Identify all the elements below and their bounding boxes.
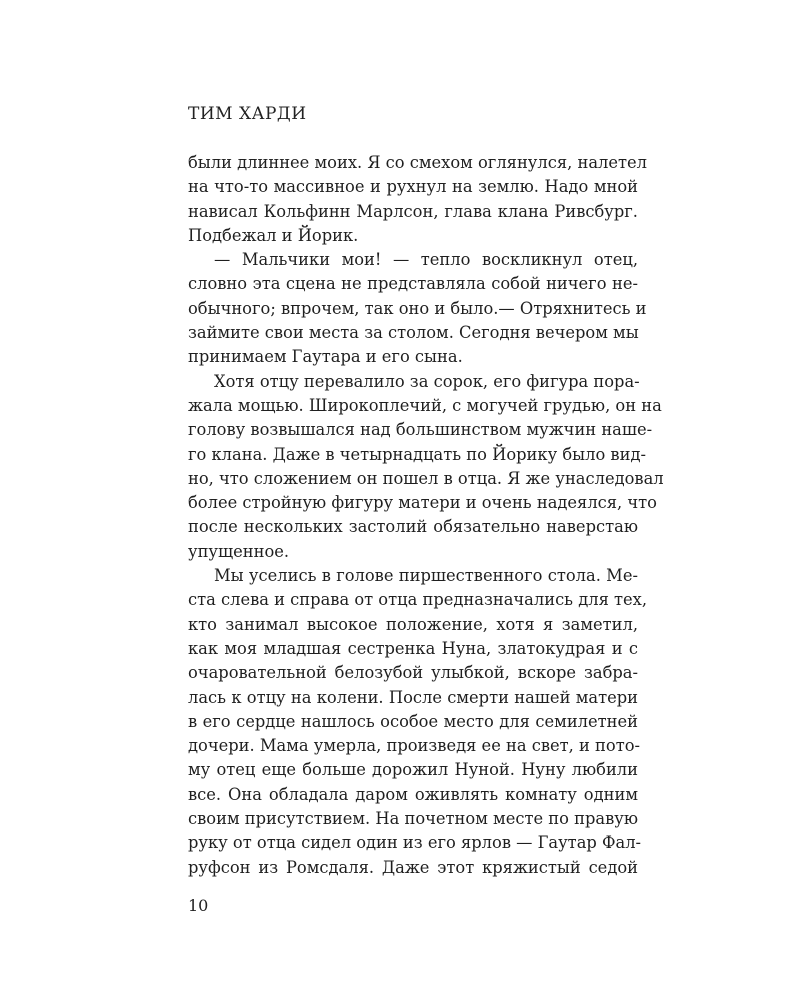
text-line: руку от отца сидел один из его ярлов — Гаутар Фал-: [188, 833, 642, 853]
text-line: Мы уселись в голове пиршественного стола. Ме-: [214, 566, 638, 586]
text-line: все. Она обладала даром оживлять комнату одним: [188, 784, 638, 804]
text-line: дочери. Мама умерла, произведя ее на свет, и пото-: [188, 736, 641, 756]
text-line: Подбежал и Йорик.: [188, 225, 359, 245]
text-line: после нескольких застолий обязательно наверстаю: [188, 517, 638, 537]
text-line: упущенное.: [188, 541, 290, 561]
paragraph: [188, 151, 647, 248]
text-line: му отец еще больше дорожил Нуной. Нуну любили: [188, 760, 638, 780]
text-line: — Мальчики мои! — тепло воскликнул отец,: [214, 250, 638, 270]
text-line: кто занимал высокое положение, хотя я заметил,: [188, 614, 638, 634]
text-line: принимаем Гаутара и его сына.: [188, 347, 463, 367]
text-line: своим присутствием. На почетном месте по правую: [188, 809, 639, 829]
text-line: го клана. Даже в четырнадцать по Йорику было вид-: [188, 444, 646, 464]
text-line: обычного; впрочем, так оно и было.— Отряхнитесь и: [188, 298, 647, 318]
text-line: голову возвышался над большинством мужчин наше-: [188, 420, 653, 440]
text-line: лась к отцу на колени. После смерти нашей матери: [188, 687, 638, 707]
text-line: руфсон из Ромсдаля. Даже этот кряжистый седой: [188, 857, 638, 877]
paragraph: [188, 564, 648, 880]
text-line: в его сердце нашлось особое место для семилетней: [188, 711, 638, 731]
text-line: как моя младшая сестренка Нуна, златокудрая и с: [188, 638, 638, 658]
body-text: [188, 151, 664, 880]
paragraph: [188, 248, 647, 369]
page-number: 10: [188, 896, 209, 915]
text-line: но, что сложением он пошел в отца. Я же унаследовал: [188, 468, 664, 488]
text-line: словно эта сцена не представляла собой ничего не-: [188, 274, 638, 294]
text-line: на что-то массивное и рухнул на землю. Надо мной: [188, 177, 638, 197]
text-line: Хотя отцу перевалило за сорок, его фигура пора-: [214, 371, 640, 391]
paragraph: [188, 370, 664, 564]
text-line: займите свои места за столом. Сегодня вечером мы: [188, 323, 639, 343]
text-line: жала мощью. Широкоплечий, с могучей грудью, он на: [188, 395, 662, 415]
text-line: были длиннее моих. Я со смехом оглянулся, налетел: [188, 153, 647, 172]
text-line: очаровательной белозубой улыбкой, вскоре забра-: [188, 663, 638, 683]
running-header: ТИМ ХАРДИ: [188, 104, 307, 124]
text-line: более стройную фигуру матери и очень надеялся, что: [188, 493, 657, 513]
text-line: ста слева и справа от отца предназначались для тех,: [188, 590, 648, 610]
text-line: нависал Кольфинн Марлсон, глава клана Ривсбург.: [188, 201, 638, 221]
